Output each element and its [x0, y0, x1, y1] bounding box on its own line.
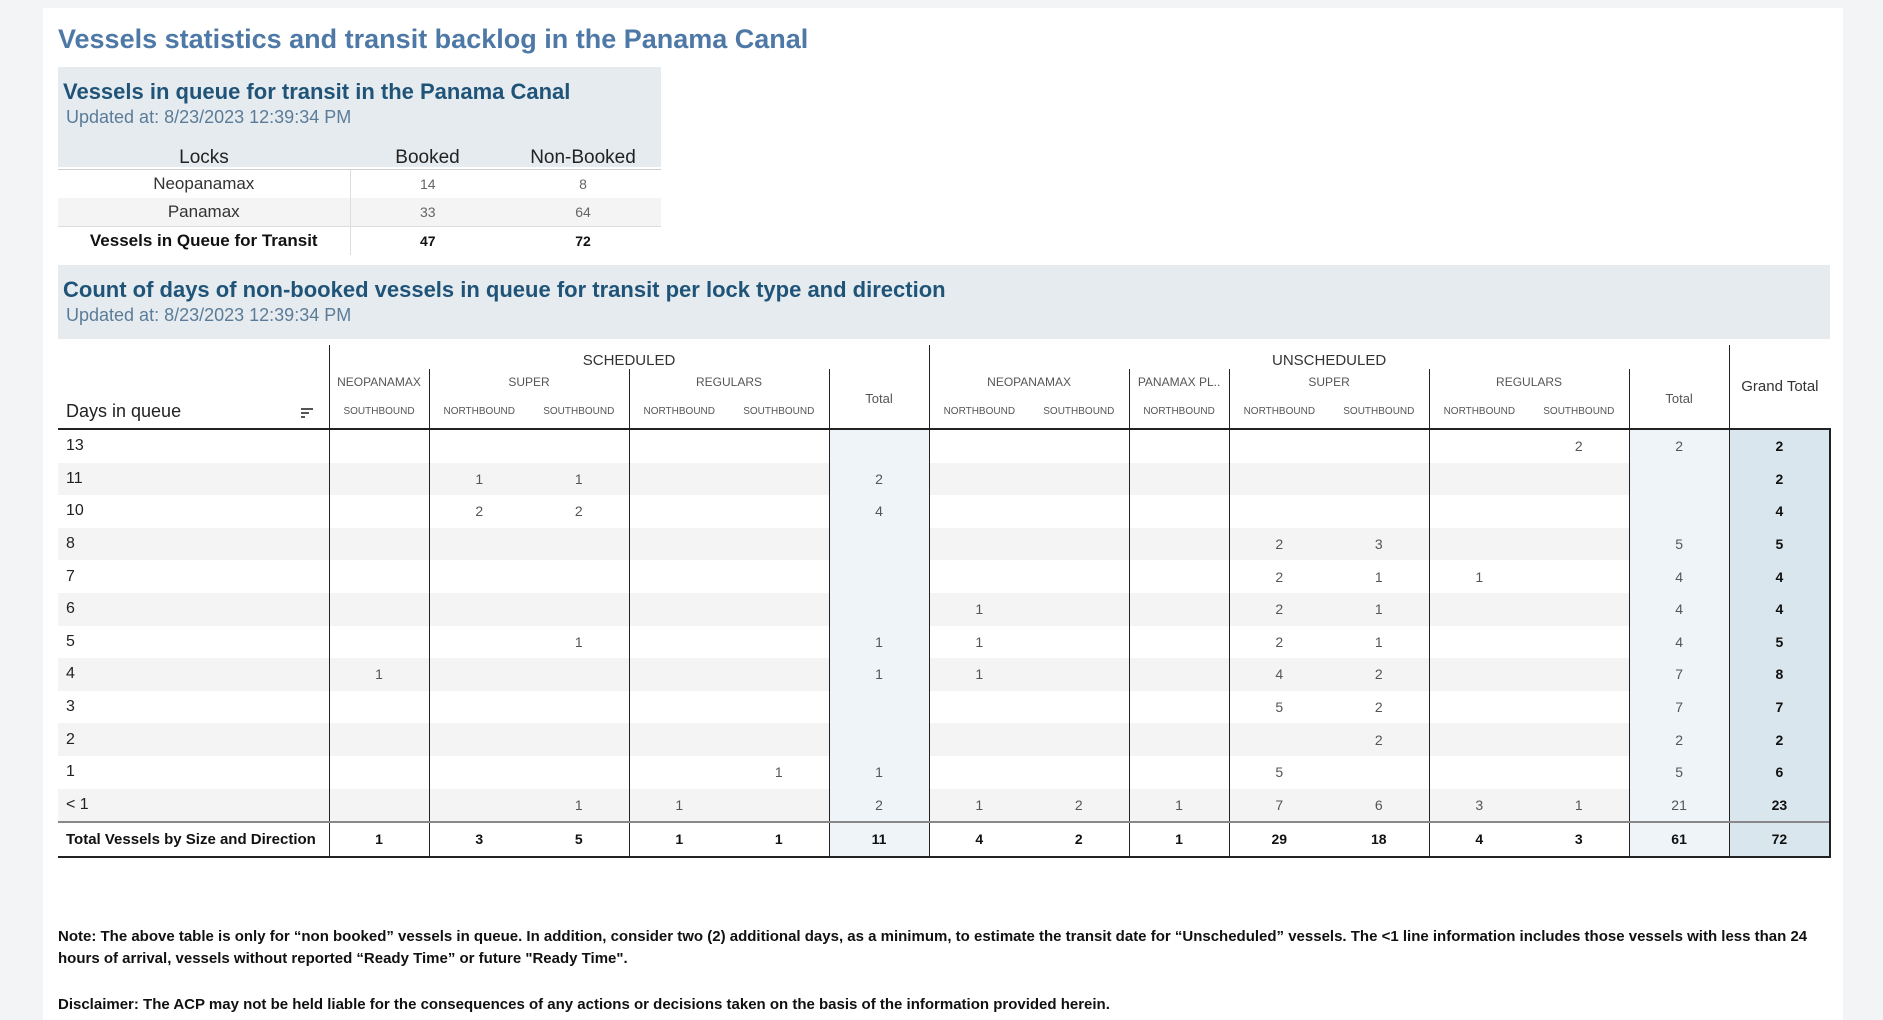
queue-total-booked: 47: [350, 227, 505, 256]
count-cell: [729, 691, 829, 724]
queue-booked-value: 14: [419, 176, 436, 192]
count-cell: [1429, 593, 1529, 626]
count-cell: [1429, 429, 1529, 463]
days-row-label: 3: [66, 698, 75, 716]
count-cell: [729, 495, 829, 528]
count-cell: [1229, 463, 1329, 496]
total-cell: 1: [829, 756, 929, 789]
count-cell: [629, 756, 729, 789]
count-cell: [1529, 495, 1629, 528]
days-row-label: < 1: [58, 789, 329, 823]
count-cell: 1: [929, 593, 1029, 626]
grand-total-cell: 23: [1729, 789, 1830, 823]
days-row-label: 10: [66, 502, 84, 520]
sched-super-header: SUPER: [429, 369, 629, 394]
count-cell: 1: [1374, 568, 1383, 585]
total-cell: 4: [1629, 626, 1729, 659]
days-row: [58, 463, 1830, 496]
count-cell: [1029, 756, 1129, 789]
count-cell: [329, 560, 429, 593]
count-cell: [1229, 723, 1329, 756]
total-cell: 4: [829, 495, 929, 528]
total-cell: [1629, 495, 1729, 528]
count-cell: [1429, 528, 1529, 561]
count-cell: [1529, 463, 1629, 496]
count-cell: [529, 593, 629, 626]
dir-northbound-header: NORTHBOUND: [1429, 394, 1529, 429]
count-cell: [1029, 626, 1129, 659]
count-cell: [1529, 691, 1629, 724]
dir-southbound-header: SOUTHBOUND: [529, 394, 629, 429]
count-cell: 5: [1229, 756, 1329, 789]
count-cell: [1329, 495, 1429, 528]
count-cell: [329, 789, 429, 823]
total-cell: [829, 528, 929, 561]
grand-total-cell: 72: [1729, 822, 1830, 857]
count-cell: 2: [429, 495, 529, 528]
total-cell: [829, 691, 929, 724]
count-cell: [929, 756, 1029, 789]
total-cell: 2: [1629, 429, 1729, 463]
count-cell: [529, 560, 629, 593]
count-cell: 1: [329, 658, 429, 691]
count-cell: [429, 593, 529, 626]
note-text: Note: The above table is only for “non booked” vessels in queue. In addition, consider two (2) additional days, as a minimum, to estimate the transit date for “Unscheduled” vessels. The <1 line information includes those vessels with less than 24 hours of arrival, vessels without reported “Ready Time” or future "Ready Time".: [58, 928, 1808, 967]
count-cell: [1329, 429, 1429, 463]
count-cell: [929, 560, 1029, 593]
queue-row-label: Panamax: [58, 198, 350, 227]
days-row: [58, 429, 1830, 463]
days-section-title: Count of days of non-booked vessels in queue for transit per lock type and direction: [63, 277, 946, 302]
count-cell: [929, 528, 1029, 561]
total-cell: 7: [1629, 658, 1729, 691]
total-cell: [829, 723, 929, 756]
total-cell: 2: [829, 789, 929, 823]
count-cell: [629, 528, 729, 561]
queue-row-label: Neopanamax: [58, 170, 350, 199]
queue-table-header-row: [58, 146, 661, 170]
days-row-label: 6: [58, 593, 329, 626]
count-cell: 1: [574, 633, 583, 650]
dir-southbound-header: SOUTHBOUND: [1329, 394, 1429, 429]
disclaimer-text: Disclaimer: The ACP may not be held liable for the consequences of any actions or decisions taken on the basis of the information provided herein.: [58, 996, 1110, 1013]
count-cell: 2: [1029, 789, 1129, 823]
total-row-label: Total Vessels by Size and Direction: [58, 822, 329, 857]
count-cell: [629, 560, 729, 593]
count-cell: [1429, 756, 1529, 789]
count-cell: [929, 463, 1029, 496]
count-cell: [1529, 593, 1629, 626]
queue-non-booked-value: 64: [505, 198, 661, 227]
total-cell: 5: [1629, 756, 1729, 789]
count-cell: 1: [1329, 593, 1429, 626]
count-cell: [1429, 463, 1529, 496]
count-cell: [1129, 495, 1229, 528]
count-cell: [529, 756, 629, 789]
queue-non-booked-value: 8: [579, 176, 587, 192]
unsched-neopanamax-header: NEOPANAMAX: [929, 369, 1129, 394]
count-cell: [929, 723, 1029, 756]
count-cell: [1029, 429, 1129, 463]
count-cell: [729, 658, 829, 691]
count-cell: 2: [1374, 699, 1383, 716]
count-cell: [429, 560, 529, 593]
count-cell: [629, 723, 729, 756]
count-cell: [729, 593, 829, 626]
count-cell: [529, 528, 629, 561]
grand-total-cell: 4: [1729, 495, 1830, 528]
grand-total-cell: 2: [1729, 429, 1830, 463]
count-cell: [1329, 756, 1429, 789]
count-cell: [429, 626, 529, 659]
count-cell: [1529, 756, 1629, 789]
count-cell: [729, 429, 829, 463]
count-cell: [1029, 463, 1129, 496]
count-cell: [329, 429, 429, 463]
count-cell: 6: [1329, 789, 1429, 823]
dir-northbound-header: NORTHBOUND: [629, 394, 729, 429]
count-cell: 2: [1229, 593, 1329, 626]
count-cell: 1: [629, 822, 729, 857]
queue-header-non-booked: Non-Booked: [505, 146, 661, 170]
queue-section-title: Vessels in queue for transit in the Panama Canal: [63, 79, 571, 104]
count-cell: 3: [429, 822, 529, 857]
queue-header-locks: Locks: [58, 146, 350, 170]
count-cell: 2: [1329, 723, 1429, 756]
count-cell: [1429, 691, 1529, 724]
days-row: [58, 658, 1830, 691]
days-row: [58, 593, 1830, 626]
dir-northbound-header: NORTHBOUND: [1229, 394, 1329, 429]
count-cell: 1: [929, 658, 1029, 691]
scheduled-group-header: SCHEDULED: [329, 345, 929, 369]
days-row: [58, 560, 1830, 593]
count-cell: [329, 528, 429, 561]
dir-southbound-header: SOUTHBOUND: [1029, 394, 1129, 429]
days-row-label: 2: [58, 723, 329, 756]
count-cell: [1429, 723, 1529, 756]
count-cell: 1: [629, 789, 729, 823]
days-updated-timestamp: Updated at: 8/23/2023 12:39:34 PM: [66, 305, 352, 325]
count-cell: 1: [729, 822, 829, 857]
dashboard-page: [43, 8, 1843, 1020]
count-cell: 4: [1229, 658, 1329, 691]
queue-header-booked: Booked: [350, 146, 505, 170]
count-cell: [429, 789, 529, 823]
total-cell: 1: [829, 658, 929, 691]
count-cell: [629, 463, 729, 496]
queue-row-neopanamax: [58, 170, 661, 199]
count-cell: [729, 723, 829, 756]
count-cell: [1529, 723, 1629, 756]
total-row: [58, 822, 1830, 857]
days-row: [58, 626, 1830, 659]
count-cell: [329, 756, 429, 789]
dir-northbound-header: NORTHBOUND: [929, 394, 1029, 429]
count-cell: [1129, 691, 1229, 724]
days-row: [58, 691, 1830, 724]
days-row-label: 4: [58, 658, 329, 691]
count-cell: [429, 723, 529, 756]
days-row: [58, 756, 1830, 789]
unsched-total-header: Total: [1629, 369, 1729, 429]
count-cell: 1: [929, 626, 1029, 659]
count-cell: 1: [529, 463, 629, 496]
days-in-queue-table: [58, 345, 1831, 858]
count-cell: 1: [429, 463, 529, 496]
count-cell: 1: [1129, 822, 1229, 857]
count-cell: [1429, 626, 1529, 659]
queue-total-row: [58, 227, 661, 256]
count-cell: [1429, 658, 1529, 691]
count-cell: [1129, 658, 1229, 691]
count-cell: [1129, 560, 1229, 593]
count-cell: [729, 528, 829, 561]
days-row-label: 7: [66, 567, 75, 585]
count-cell: 5: [529, 822, 629, 857]
total-cell: 21: [1629, 789, 1729, 823]
count-cell: [1129, 429, 1229, 463]
dir-southbound-header: SOUTHBOUND: [329, 394, 429, 429]
count-cell: [329, 626, 429, 659]
count-cell: 7: [1229, 789, 1329, 823]
count-cell: [429, 756, 529, 789]
total-cell: 4: [1629, 593, 1729, 626]
count-cell: 1: [329, 822, 429, 857]
count-cell: [1329, 463, 1429, 496]
count-cell: [1129, 528, 1229, 561]
count-cell: [529, 429, 629, 463]
queue-total-label: Vessels in Queue for Transit: [58, 227, 350, 256]
page-title: Vessels statistics and transit backlog in the Panama Canal: [58, 24, 809, 54]
count-cell: [329, 691, 429, 724]
grand-total-cell: 2: [1729, 463, 1830, 496]
count-cell: [529, 658, 629, 691]
count-cell: [1029, 495, 1129, 528]
grand-total-cell: 2: [1729, 723, 1830, 756]
count-cell: 1: [774, 764, 783, 781]
count-cell: [1129, 723, 1229, 756]
count-cell: [629, 691, 729, 724]
total-cell: [829, 560, 929, 593]
count-cell: [1429, 495, 1529, 528]
count-cell: [1529, 626, 1629, 659]
grand-total-cell: 7: [1729, 691, 1830, 724]
days-table-body: [58, 429, 1830, 857]
count-cell: 1: [1429, 560, 1529, 593]
days-row-label: 13: [66, 437, 84, 455]
dir-northbound-header: NORTHBOUND: [1129, 394, 1229, 429]
queue-booked-value: 33: [350, 198, 505, 227]
count-cell: [429, 658, 529, 691]
total-cell: [829, 593, 929, 626]
count-cell: [729, 789, 829, 823]
total-cell: [829, 429, 929, 463]
queue-total-non-booked: 72: [505, 227, 661, 256]
count-cell: [929, 495, 1029, 528]
count-cell: [329, 723, 429, 756]
total-cell: 4: [1629, 560, 1729, 593]
days-in-queue-label: Days in queue: [66, 401, 182, 421]
count-cell: 3: [1329, 528, 1429, 561]
count-cell: [329, 593, 429, 626]
count-cell: 1: [1529, 789, 1629, 823]
count-cell: 1: [1374, 633, 1383, 650]
count-cell: 2: [1029, 822, 1129, 857]
count-cell: [629, 495, 729, 528]
count-cell: 1: [1129, 789, 1229, 823]
count-cell: 2: [1574, 438, 1583, 455]
grand-total-cell: 5: [1729, 528, 1830, 561]
count-cell: [1029, 658, 1129, 691]
days-row-label: 8: [58, 528, 329, 561]
count-cell: [629, 429, 729, 463]
count-cell: [1229, 495, 1329, 528]
count-cell: [629, 658, 729, 691]
count-cell: 5: [1229, 691, 1329, 724]
count-cell: 4: [929, 822, 1029, 857]
count-cell: 2: [1329, 658, 1429, 691]
count-cell: [1529, 560, 1629, 593]
queue-row-panamax: [58, 198, 661, 227]
total-cell: 7: [1629, 691, 1729, 724]
count-cell: [429, 429, 529, 463]
count-cell: 2: [1229, 626, 1329, 659]
count-cell: [1129, 463, 1229, 496]
total-cell: 2: [829, 463, 929, 496]
days-row-label: 11: [58, 463, 329, 496]
count-cell: 29: [1229, 822, 1329, 857]
count-cell: 1: [529, 789, 629, 823]
days-section-header: [58, 265, 1830, 339]
sched-total-header: Total: [829, 369, 929, 429]
count-cell: [629, 593, 729, 626]
grand-total-cell: 6: [1729, 756, 1830, 789]
count-cell: [1029, 560, 1129, 593]
days-row: [58, 528, 1830, 561]
count-cell: [529, 691, 629, 724]
count-cell: 4: [1429, 822, 1529, 857]
total-cell: 61: [1629, 822, 1729, 857]
count-cell: [1529, 528, 1629, 561]
count-cell: [1029, 723, 1129, 756]
count-cell: 3: [1529, 822, 1629, 857]
total-cell: 2: [1629, 723, 1729, 756]
count-cell: 1: [929, 789, 1029, 823]
count-cell: [1129, 593, 1229, 626]
count-cell: [729, 560, 829, 593]
days-row: [58, 723, 1830, 756]
days-row-label: 5: [66, 632, 75, 650]
count-cell: [1529, 658, 1629, 691]
total-cell: 1: [829, 626, 929, 659]
days-in-queue-header[interactable]: [58, 345, 329, 429]
count-cell: 2: [1229, 528, 1329, 561]
total-cell: [1629, 463, 1729, 496]
count-cell: [429, 528, 529, 561]
count-cell: 2: [1229, 560, 1329, 593]
total-cell: 11: [829, 822, 929, 857]
grand-total-cell: 8: [1729, 658, 1830, 691]
count-cell: [729, 626, 829, 659]
count-cell: [329, 463, 429, 496]
grand-total-header: Grand Total: [1729, 345, 1830, 429]
count-cell: [1029, 593, 1129, 626]
grand-total-cell: 4: [1729, 593, 1830, 626]
sort-icon[interactable]: [301, 408, 313, 418]
queue-updated-timestamp: Updated at: 8/23/2023 12:39:34 PM: [66, 107, 352, 127]
unscheduled-group-header: UNSCHEDULED: [929, 345, 1729, 369]
dir-northbound-header: NORTHBOUND: [429, 394, 529, 429]
count-cell: [1029, 528, 1129, 561]
count-cell: 3: [1429, 789, 1529, 823]
sched-regulars-header: REGULARS: [629, 369, 829, 394]
count-cell: [929, 691, 1029, 724]
days-row: [58, 495, 1830, 528]
grand-total-cell: 4: [1729, 560, 1830, 593]
count-cell: 18: [1329, 822, 1429, 857]
days-row: [58, 789, 1830, 823]
grand-total-cell: 5: [1729, 626, 1830, 659]
unsched-panamax-header: PANAMAX PL..: [1129, 369, 1229, 394]
dir-southbound-header: SOUTHBOUND: [729, 394, 829, 429]
unsched-regulars-header: REGULARS: [1429, 369, 1629, 394]
queue-table: [58, 146, 661, 255]
sched-neopanamax-header: NEOPANAMAX: [329, 369, 429, 394]
count-cell: [1029, 691, 1129, 724]
count-cell: [329, 495, 429, 528]
unsched-super-header: SUPER: [1229, 369, 1429, 394]
count-cell: [729, 463, 829, 496]
count-cell: [1229, 429, 1329, 463]
count-cell: [629, 626, 729, 659]
count-cell: [1129, 756, 1229, 789]
days-row-label: 1: [66, 763, 75, 781]
count-cell: [429, 691, 529, 724]
count-cell: [529, 723, 629, 756]
count-cell: [1129, 626, 1229, 659]
count-cell: 2: [574, 503, 583, 520]
count-cell: [929, 429, 1029, 463]
total-cell: 5: [1629, 528, 1729, 561]
dir-southbound-header: SOUTHBOUND: [1529, 394, 1629, 429]
